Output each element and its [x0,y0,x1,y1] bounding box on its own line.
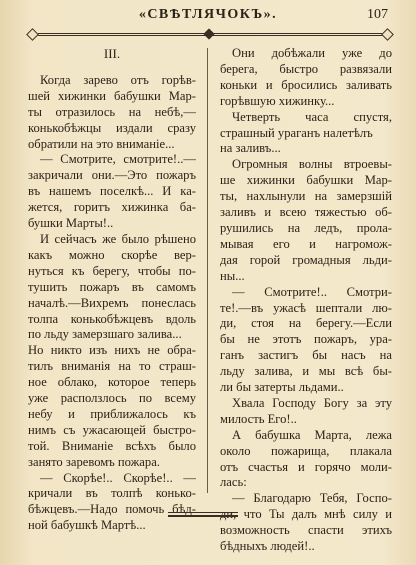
running-title: «СВѢТЛЯЧОКЪ». [138,7,278,22]
text-line: лась: [220,475,247,490]
text-line: страшный ураганъ налетѣлъ [220,125,373,140]
footer-thin-line [168,512,238,513]
text-line: Когда зарево отъ горѣв- [40,72,196,87]
text-line: ны... [220,268,245,283]
text-line: те!.—въ ужасѣ шептали лю- [220,300,392,315]
text-line: Огромныя волны втроевы- [232,157,392,172]
text-line: рушились на ледъ, прола- [220,220,392,235]
text-line: закричали они.—Это пожаръ [28,168,196,183]
chapter-heading: III. [103,46,121,61]
text-line: толпа конькобѣжцевъ вдоль [28,311,196,326]
text-line: милость Его!.. [220,411,297,426]
text-line: по льду замерзшаго залива... [28,327,182,342]
center-diamond-icon [203,28,214,39]
text-line: ди, что Ты далъ мнѣ силу и [220,507,392,522]
text-line: кричали въ толпѣ конько- [28,486,196,501]
text-line: шей хижинки бабушки Мар- [28,88,196,103]
text-line: въ нашемъ поселкѣ... И ка- [28,184,196,199]
text-line: началѣ.—Вихремъ понеслась [28,295,196,310]
text-line: — Смотрите, смотрите!..— [40,152,196,167]
text-line: бушки Марты!.. [28,216,114,231]
text-line: — Благодарю Тебя, Госпо- [232,491,392,506]
text-line: ди, стоя на берегу.—Если [220,316,392,331]
text-line: горѣвшую хижинку... [220,93,335,108]
text-line: занято заревомъ пожара. [28,454,160,469]
text-line: — Смотрите!.. Смотри- [232,284,392,299]
text-line: ше хижинки бабушки Мар- [220,173,392,188]
column-divider [207,48,208,493]
header-ornament-rule [26,30,394,38]
text-line: нуться къ берегу, чтобы по- [28,263,196,278]
text-line: жется, горитъ хижинка ба- [28,200,196,215]
text-line: ли бы затерты льдами.. [220,380,344,395]
text-line: дая горой громадныя льди- [220,252,392,267]
text-line: конькобѣжцы издали сразу [28,120,196,135]
text-line: мывая его и нагромож- [220,236,392,251]
text-line: нимъ съ ужасающей быстро- [28,422,196,437]
text-line: тушить пожаръ въ самомъ [28,279,196,294]
text-line: Они добѣжали уже до [232,46,392,60]
text-line: на заливъ... [220,141,281,156]
footer-thick-line [168,515,238,517]
text-line: бѣдныхъ людей!.. [220,539,315,554]
text-line: небу и приближалось къ [28,406,196,421]
text-line: ты, нахлынули на замерзшiй [220,189,392,204]
text-line: И сейчасъ же было рѣшено [40,231,196,246]
text-line: ганъ застигъ бы насъ на [220,348,392,363]
diamond-ornament-icon [381,28,394,41]
text-line: уже расползлось по всему [28,391,196,406]
text-line: обратили на это вниманiе... [28,136,175,151]
text-line: Но никто изъ нихъ не обра- [28,343,196,358]
right-text-column [220,46,392,555]
text-line: возможность спасти этихъ [220,523,392,538]
text-line: Хвала Господу Богу за эту [232,395,392,410]
page-header [0,6,416,28]
footer-ornament-rule [168,512,238,518]
text-line: какъ можно скорѣе вер- [28,247,196,262]
text-line: заливъ и всею тяжестью об- [220,205,392,220]
page-number: 107 [367,7,388,22]
diamond-ornament-icon [26,28,39,41]
text-line: той. Вниманiе всѣхъ было [28,438,196,453]
text-line: — Скорѣе!.. Скорѣе!.. — [40,470,196,485]
text-line: бы не этотъ пожаръ, ура- [220,332,392,347]
text-line: льду залива, и мы всѣ бы- [220,364,392,379]
text-line: ное облако, которое теперь [28,375,196,390]
text-line: А бабушка Марта, лежа [232,427,392,442]
text-line: бѣжцевъ.—Надо помочь бѣд- [28,502,196,517]
text-line: Четверть часа спустя, [232,109,392,124]
text-line: около пожарища, плакала [220,443,392,458]
text-line: ной бабушкѣ Мартѣ... [28,518,146,533]
text-line: отъ счастья и горячо моли- [220,459,392,474]
text-line: тилъ вниманiя на то страш- [28,359,196,374]
text-line: коньки и бросились заливать [220,77,392,92]
left-text-column [28,46,196,534]
text-line: ты отразилось на небѣ,— [28,104,196,119]
text-line: берега, быстро развязали [220,61,392,76]
